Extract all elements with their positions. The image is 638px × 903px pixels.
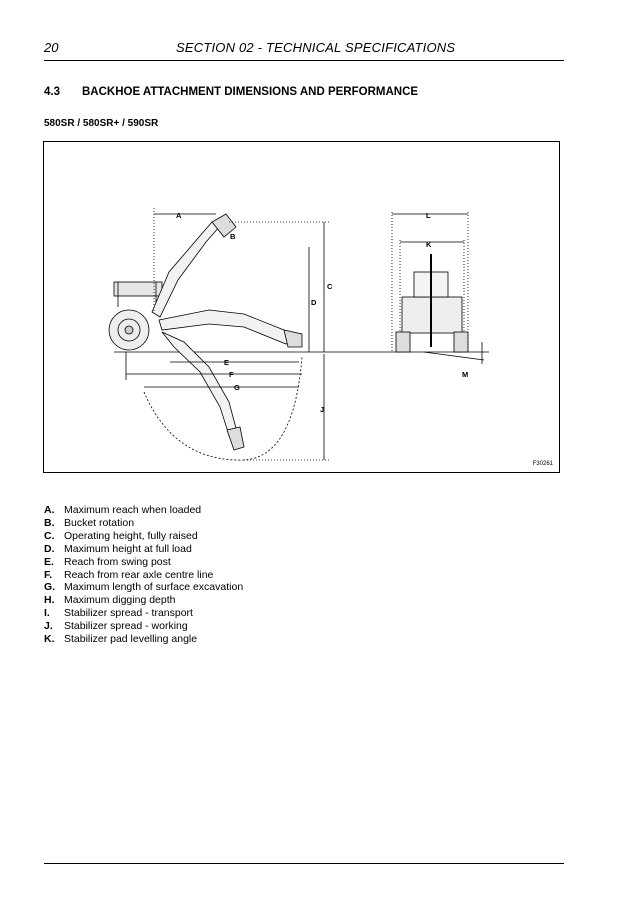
label-m: M [462, 370, 469, 379]
left-stabilizer [396, 332, 410, 352]
legend-text: Operating height, fully raised [64, 529, 198, 542]
backhoe-drawing [44, 142, 559, 472]
footer-rule [44, 863, 564, 864]
legend-item [44, 581, 243, 594]
backhoe-dimensions-figure [43, 141, 560, 473]
legend-item [44, 517, 243, 530]
legend-text: Reach from swing post [64, 555, 171, 568]
legend-item [44, 504, 243, 517]
legend-item [44, 633, 243, 646]
model-list: 580SR / 580SR+ / 590SR [44, 118, 159, 129]
legend-item [44, 543, 243, 556]
label-e: E [224, 358, 230, 367]
legend-key: F. [44, 568, 53, 581]
legend-text: Stabilizer pad levelling angle [64, 633, 198, 646]
label-k: K [426, 240, 432, 249]
running-title: SECTION 02 - TECHNICAL SPECIFICATIONS [176, 40, 456, 55]
boom-down [162, 332, 237, 435]
page-number: 20 [44, 40, 59, 55]
legend-key: E. [44, 555, 54, 568]
label-c: C [327, 282, 333, 291]
bucket-extended [284, 330, 302, 347]
tractor-cab [114, 282, 162, 296]
legend-key: C. [44, 529, 55, 542]
label-g: G [234, 383, 240, 392]
legend-key: I. [44, 607, 50, 620]
label-b: B [230, 232, 236, 241]
legend-item [44, 607, 243, 620]
label-j: J [320, 405, 325, 414]
legend-item [44, 569, 243, 582]
dimension-legend [44, 504, 243, 646]
label-f: F [229, 370, 234, 379]
legend-text: Stabilizer spread - working [64, 620, 188, 633]
legend-item [44, 556, 243, 569]
legend-text: Bucket rotation [64, 516, 135, 529]
page-header [44, 38, 564, 61]
legend-key: K. [44, 633, 55, 646]
label-d: D [311, 298, 317, 307]
legend-item [44, 530, 243, 543]
section-number: 4.3 [44, 86, 60, 98]
legend-item [44, 594, 243, 607]
legend-key: H. [44, 594, 55, 607]
legend-key: G. [44, 581, 56, 594]
legend-text: Maximum digging depth [64, 594, 176, 607]
boom-raised [152, 222, 220, 317]
right-stabilizer [454, 332, 468, 352]
section-title: BACKHOE ATTACHMENT DIMENSIONS AND PERFORMANCE [82, 86, 419, 98]
label-a: A [176, 211, 182, 220]
figure-reference: F30261 [532, 461, 553, 467]
boom-extended [159, 310, 294, 344]
section-heading [44, 86, 418, 98]
bucket-down [227, 427, 244, 450]
legend-text: Reach from rear axle centre line [64, 568, 214, 581]
legend-text: Maximum height at full load [64, 542, 192, 555]
legend-key: D. [44, 542, 55, 555]
legend-text: Maximum reach when loaded [64, 504, 202, 516]
legend-key: B. [44, 516, 55, 529]
label-l: L [426, 211, 431, 220]
legend-item [44, 620, 243, 633]
dimension-line-m [424, 352, 484, 360]
legend-text: Stabilizer spread - transport [64, 607, 193, 620]
legend-text: Maximum length of surface excavation [64, 581, 244, 594]
legend-key: J. [44, 620, 53, 633]
legend-key: A. [44, 504, 55, 516]
